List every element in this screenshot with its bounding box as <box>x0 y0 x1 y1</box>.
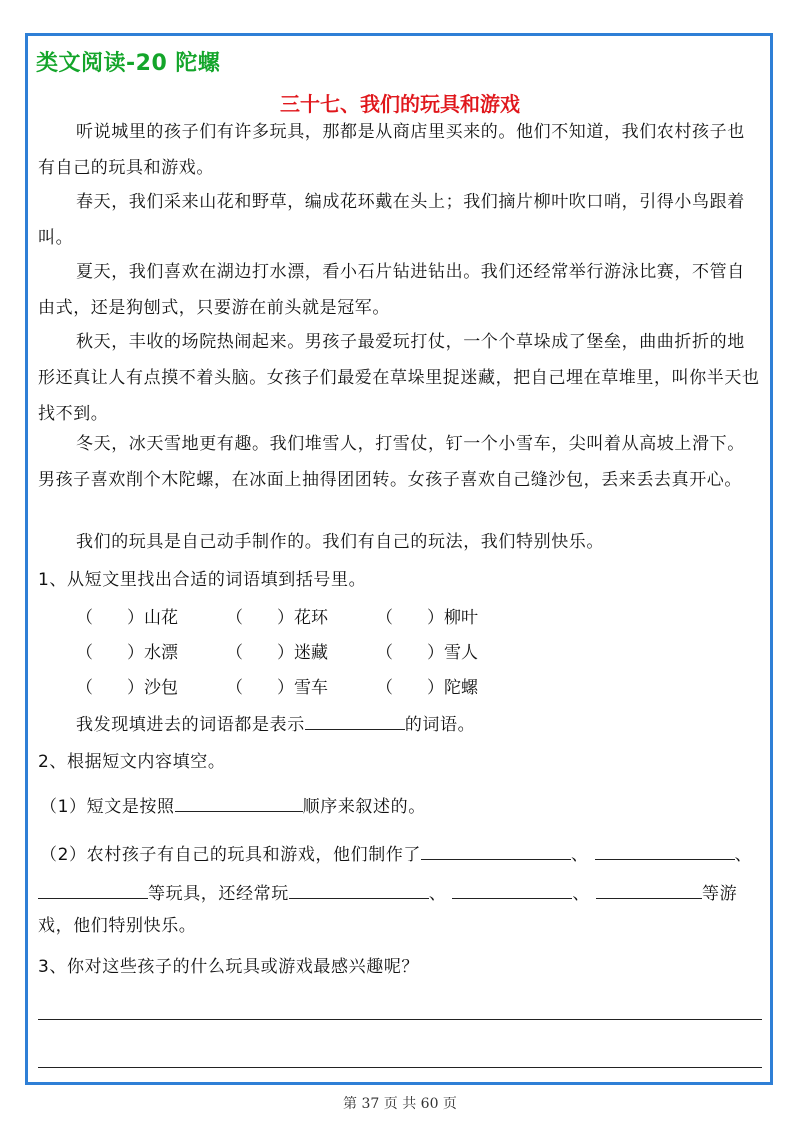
answer-blank[interactable] <box>289 880 429 899</box>
fill-item[interactable]: （ ）雪车 <box>226 678 328 698</box>
passage-paragraph-5: 冬天，冰天雪地更有趣。我们堆雪人，打雪仗，钉一个小雪车，尖叫着从高坡上滑下。男孩子喜欢削个木陀螺，在冰面上抽得团团转。女孩子喜欢自己缝沙包，丢来丢去真开心。 <box>38 434 745 490</box>
answer-blank[interactable] <box>175 793 303 812</box>
question-1-summary <box>76 711 475 737</box>
question-2-sub1 <box>40 793 426 819</box>
question-3-prompt: 3、你对这些孩子的什么玩具或游戏最感兴趣呢？ <box>38 957 420 977</box>
page-number: 第 37 页 共 60 页 <box>343 1096 457 1112</box>
fill-item[interactable]: （ ）沙包 <box>76 678 178 698</box>
fill-item[interactable]: （ ）花环 <box>226 608 328 628</box>
answer-blank[interactable] <box>596 880 702 899</box>
answer-line[interactable] <box>38 1067 762 1068</box>
sub1-text-pre: （1）短文是按照 <box>40 797 175 817</box>
fill-item[interactable]: （ ）柳叶 <box>376 608 478 628</box>
question-2-prompt: 2、根据短文内容填空。 <box>38 752 226 772</box>
separator: 、 <box>572 884 591 904</box>
question-2-sub2-line1 <box>40 841 752 867</box>
passage-paragraph-3: 夏天，我们喜欢在湖边打水漂，看小石片钻进钻出。我们还经常举行游泳比赛，不管自由式，还是狗刨式，只要游在前头就是冠军。 <box>38 262 745 318</box>
sub2-text-end: 等游 <box>702 884 738 904</box>
passage-paragraph-1: 听说城里的孩子们有许多玩具，那都是从商店里买来的。他们不知道，我们农村孩子也有自己的玩具和游戏。 <box>38 122 745 178</box>
summary-text-post: 的词语。 <box>404 715 476 735</box>
answer-blank[interactable] <box>305 711 405 730</box>
separator: 、 <box>428 884 447 904</box>
separator: 、 <box>571 845 589 865</box>
answer-line[interactable] <box>38 1019 762 1020</box>
sub2-text-mid: 等玩具，还经常玩 <box>148 884 289 904</box>
question-2-sub2-line2 <box>38 880 737 906</box>
fill-item[interactable]: （ ）陀螺 <box>376 678 478 698</box>
answer-blank[interactable] <box>38 880 148 899</box>
separator: 、 <box>734 845 753 865</box>
question-2-sub2-line3: 戏，他们特别快乐。 <box>38 916 197 936</box>
passage-paragraph-6: 我们的玩具是自己动手制作的。我们有自己的玩法，我们特别快乐。 <box>76 532 604 552</box>
sub1-text-post: 顺序来叙述的。 <box>302 797 426 817</box>
answer-blank[interactable] <box>452 880 572 899</box>
passage-paragraph-2: 春天，我们采来山花和野草，编成花环戴在头上；我们摘片柳叶吹口哨，引得小鸟跟着叫。 <box>38 192 745 248</box>
passage-paragraph-4: 秋天，丰收的场院热闹起来。男孩子最爱玩打仗，一个个草垛成了堡垒，曲曲折折的地形还真让人有点摸不着头脑。女孩子们最爱在草垛里捉迷藏，把自己埋在草堆里，叫你半天也找不到。 <box>38 332 760 424</box>
fill-item[interactable]: （ ）雪人 <box>376 643 478 663</box>
summary-text-pre: 我发现填进去的词语都是表示 <box>76 715 305 735</box>
article-title: 三十七、我们的玩具和游戏 <box>280 92 520 116</box>
answer-blank[interactable] <box>595 841 735 860</box>
series-title: 类文阅读-20 陀螺 <box>36 51 221 76</box>
question-1-prompt: 1、从短文里找出合适的词语填到括号里。 <box>38 570 367 590</box>
fill-item[interactable]: （ ）水漂 <box>76 643 178 663</box>
fill-item[interactable]: （ ）迷藏 <box>226 643 328 663</box>
fill-item[interactable]: （ ）山花 <box>76 608 178 628</box>
answer-blank[interactable] <box>421 841 571 860</box>
sub2-text-pre: （2）农村孩子有自己的玩具和游戏，他们制作了 <box>40 845 422 865</box>
